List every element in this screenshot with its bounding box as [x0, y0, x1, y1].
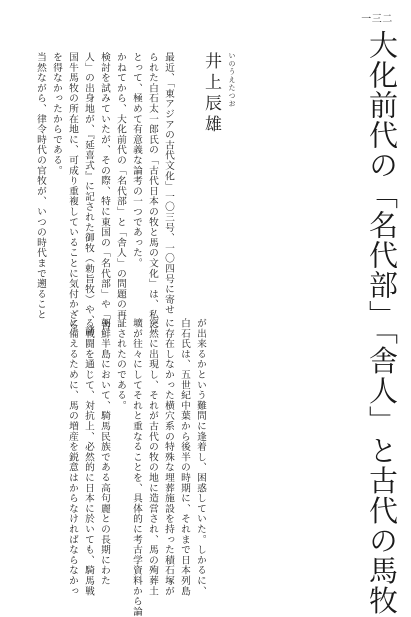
article-title: 大化前代の「名代部」「舎人」と古代の馬牧 [365, 30, 399, 616]
text-line: 白石氏は、五世紀中葉から後半の時期に、それまで日本列島 [179, 318, 190, 597]
body-text-lower [64, 318, 208, 617]
text-line: 人」の出身地が、『延喜式』に記された御牧（勅旨牧）や、諸 [83, 52, 94, 336]
text-line: に存在しなかった横穴系の特殊な埋葬施設を持った積石塚が [163, 318, 174, 597]
text-line: を得なかったからである。 [51, 52, 62, 176]
text-line: 当然ながら、律令時代の官牧が、いつの時代まで遡ること [35, 52, 46, 320]
page-number: 一三二 [361, 14, 393, 25]
text-line: る戦闘を通じて、対抗上、必然的に日本に於いても、騎馬戦 [83, 318, 94, 597]
author-ruby: いのうえたつお [228, 52, 236, 108]
text-line: 国牛馬牧の所在地に、可成り重複していることに気付かざる [67, 52, 78, 331]
text-line: かねてから、大化前代の「名代部」と「舎人」の問題の再 [115, 52, 126, 320]
text-line: が出来るかという難問に逢着し、困惑していた。しかるに、 [195, 318, 206, 597]
text-line: 最近、「東アジアの古代文化」一〇三号、一〇四号に寄せ [163, 52, 174, 315]
text-line: 突然に出現し、それが古代の牧の地に造営され、馬の殉葬土 [147, 318, 158, 597]
text-line: とって、極めて有意義な論考の一つであった。 [131, 52, 142, 269]
text-line: 検討を試みていたが、その際、特に東国の「名代部」や「舎 [99, 52, 110, 331]
text-line: 壙が往々にしてそれと重なることを、具体的に考古学資料から論 [131, 318, 142, 617]
author-name: 井上辰雄 [201, 52, 221, 136]
text-line: 朝鮮半島において、騎馬民族である高句麗との長期にわた [99, 318, 110, 586]
text-line: に備えるために、馬の増産を鋭意はからなければならなかっ [67, 318, 78, 597]
text-line: られた白石太一郎氏の「古代日本の牧と馬の文化」は、私に [147, 52, 158, 331]
text-line: 証されたのである。 [115, 318, 126, 411]
body-text-upper [32, 52, 176, 336]
